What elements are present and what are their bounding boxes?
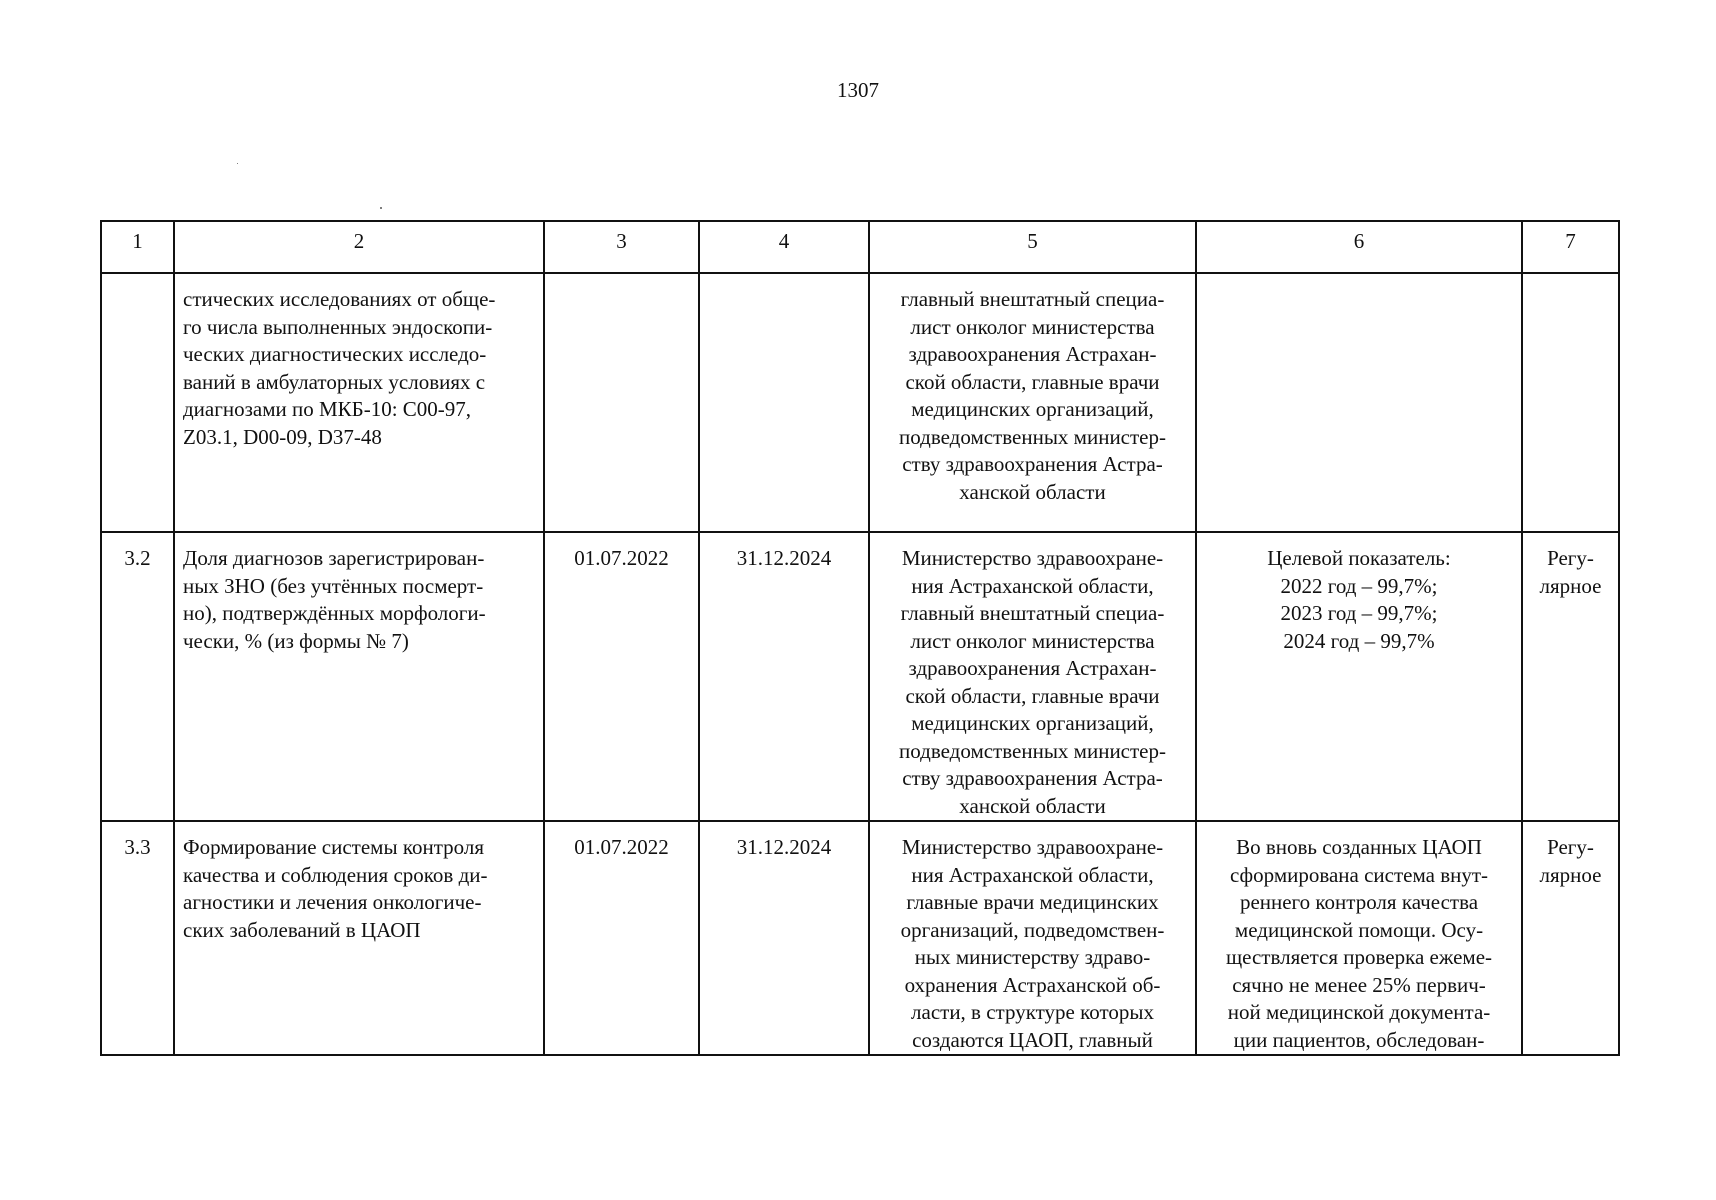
column-header: 7 <box>1522 221 1619 273</box>
row-number: 3.3 <box>101 821 174 1055</box>
text-line: Целевой показатель: <box>1267 546 1451 570</box>
text-line: сформирована система внут- <box>1229 862 1489 887</box>
text-line: здравоохранения Астрахан- <box>908 342 1157 366</box>
column-header: 2 <box>174 221 544 273</box>
text-line: ству здравоохранения Астра- <box>902 452 1163 476</box>
text-line: главные врачи медицинских <box>906 890 1159 914</box>
text-line: ской области, главные врачи <box>905 683 1160 708</box>
text-line: Регу- <box>1547 835 1594 859</box>
column-header: 4 <box>699 221 869 273</box>
text-line: Z03.1, D00-09, D37-48 <box>183 424 382 449</box>
column-header: 5 <box>869 221 1196 273</box>
text-line: создаются ЦАОП, главный <box>912 1027 1153 1052</box>
page-number: 1307 <box>837 78 879 102</box>
table-row <box>101 273 1619 532</box>
row-end-date: 31.12.2024 <box>699 821 869 1055</box>
text-line: медицинских организаций, <box>911 711 1154 735</box>
text-line: чески, % (из формы № 7) <box>183 628 409 653</box>
table-row <box>101 821 1619 1055</box>
text-line: лист онколог министерства <box>910 628 1155 653</box>
row-responsible <box>869 273 1196 532</box>
row-type <box>1522 821 1619 1055</box>
row-end-date <box>699 273 869 532</box>
text-line: агностики и лечения онкологиче- <box>183 890 482 914</box>
header-row <box>101 221 1619 273</box>
text-line: организаций, подведомствен- <box>900 917 1165 942</box>
scan-speck <box>237 163 238 164</box>
row-start-date: 01.07.2022 <box>544 821 699 1055</box>
row-description <box>174 532 544 821</box>
row-result <box>1196 532 1522 821</box>
row-start-date <box>544 273 699 532</box>
text-line: ных ЗНО (без учтённых посмерт- <box>183 573 484 598</box>
text-line: ских заболеваний в ЦАОП <box>183 917 421 942</box>
text-line: ществляется проверка ежеме- <box>1225 945 1493 969</box>
text-line: стических исследованиях от обще- <box>183 287 496 311</box>
row-number: 3.2 <box>101 532 174 821</box>
text-line: 2023 год – 99,7%; <box>1280 601 1438 625</box>
text-line: ской области, главные врачи <box>905 369 1160 394</box>
row-result <box>1196 273 1522 532</box>
column-header: 3 <box>544 221 699 273</box>
text-line: ваний в амбулаторных условиях с <box>183 369 486 394</box>
text-line: здравоохранения Астрахан- <box>908 656 1157 680</box>
row-responsible <box>869 821 1196 1055</box>
text-line: ханской области <box>959 793 1106 818</box>
text-line: 2024 год – 99,7% <box>1283 628 1435 653</box>
row-description <box>174 821 544 1055</box>
text-line: диагнозами по МКБ-10: C00-97, <box>183 397 472 421</box>
text-line: качества и соблюдения сроков ди- <box>183 862 488 887</box>
text-line: реннего контроля качества <box>1239 890 1479 914</box>
text-line: ханской области <box>959 479 1106 504</box>
row-responsible <box>869 532 1196 821</box>
text-line: главный внештатный специа- <box>900 601 1165 625</box>
row-type <box>1522 532 1619 821</box>
table-row <box>101 532 1619 821</box>
text-line: Министерство здравоохране- <box>901 546 1164 570</box>
text-line: ния Астраханской области, <box>911 862 1154 887</box>
row-description <box>174 273 544 532</box>
text-line: лярное <box>1539 573 1602 598</box>
text-line: го числа выполненных эндоскопи- <box>183 314 493 339</box>
row-start-date: 01.07.2022 <box>544 532 699 821</box>
text-line: Регу- <box>1547 546 1594 570</box>
text-line: Министерство здравоохране- <box>901 835 1164 859</box>
text-line: ной медицинской документа- <box>1227 1000 1491 1024</box>
scan-speck <box>380 207 382 209</box>
measures-table <box>100 220 1620 1056</box>
text-line: Во вновь созданных ЦАОП <box>1236 835 1482 859</box>
text-line: подведомственных министер- <box>899 738 1166 763</box>
text-line: медицинской помощи. Осу- <box>1234 917 1484 942</box>
text-line: главный внештатный специа- <box>900 287 1165 311</box>
row-type <box>1522 273 1619 532</box>
text-line: ных министерству здраво- <box>914 945 1151 969</box>
text-line: Формирование системы контроля <box>183 835 485 859</box>
text-line: ласти, в структуре которых <box>911 1000 1154 1024</box>
row-result <box>1196 821 1522 1055</box>
text-line: Доля диагнозов зарегистрирован- <box>183 546 485 570</box>
text-line: медицинских организаций, <box>911 397 1154 421</box>
text-line: лист онколог министерства <box>910 314 1155 339</box>
row-end-date: 31.12.2024 <box>699 532 869 821</box>
row-number <box>101 273 174 532</box>
text-line: ции пациентов, обследован- <box>1233 1027 1485 1052</box>
text-line: ческих диагностических исследо- <box>183 342 487 366</box>
text-line: лярное <box>1539 862 1602 887</box>
text-line: 2022 год – 99,7%; <box>1280 573 1438 598</box>
column-header: 6 <box>1196 221 1522 273</box>
text-line: сячно не менее 25% первич- <box>1232 972 1486 997</box>
text-line: ству здравоохранения Астра- <box>902 766 1163 790</box>
text-line: ния Астраханской области, <box>911 573 1154 598</box>
column-header: 1 <box>101 221 174 273</box>
text-line: охранения Астраханской об- <box>904 972 1161 997</box>
text-line: подведомственных министер- <box>899 424 1166 449</box>
text-line: но), подтверждённых морфологи- <box>183 601 486 625</box>
